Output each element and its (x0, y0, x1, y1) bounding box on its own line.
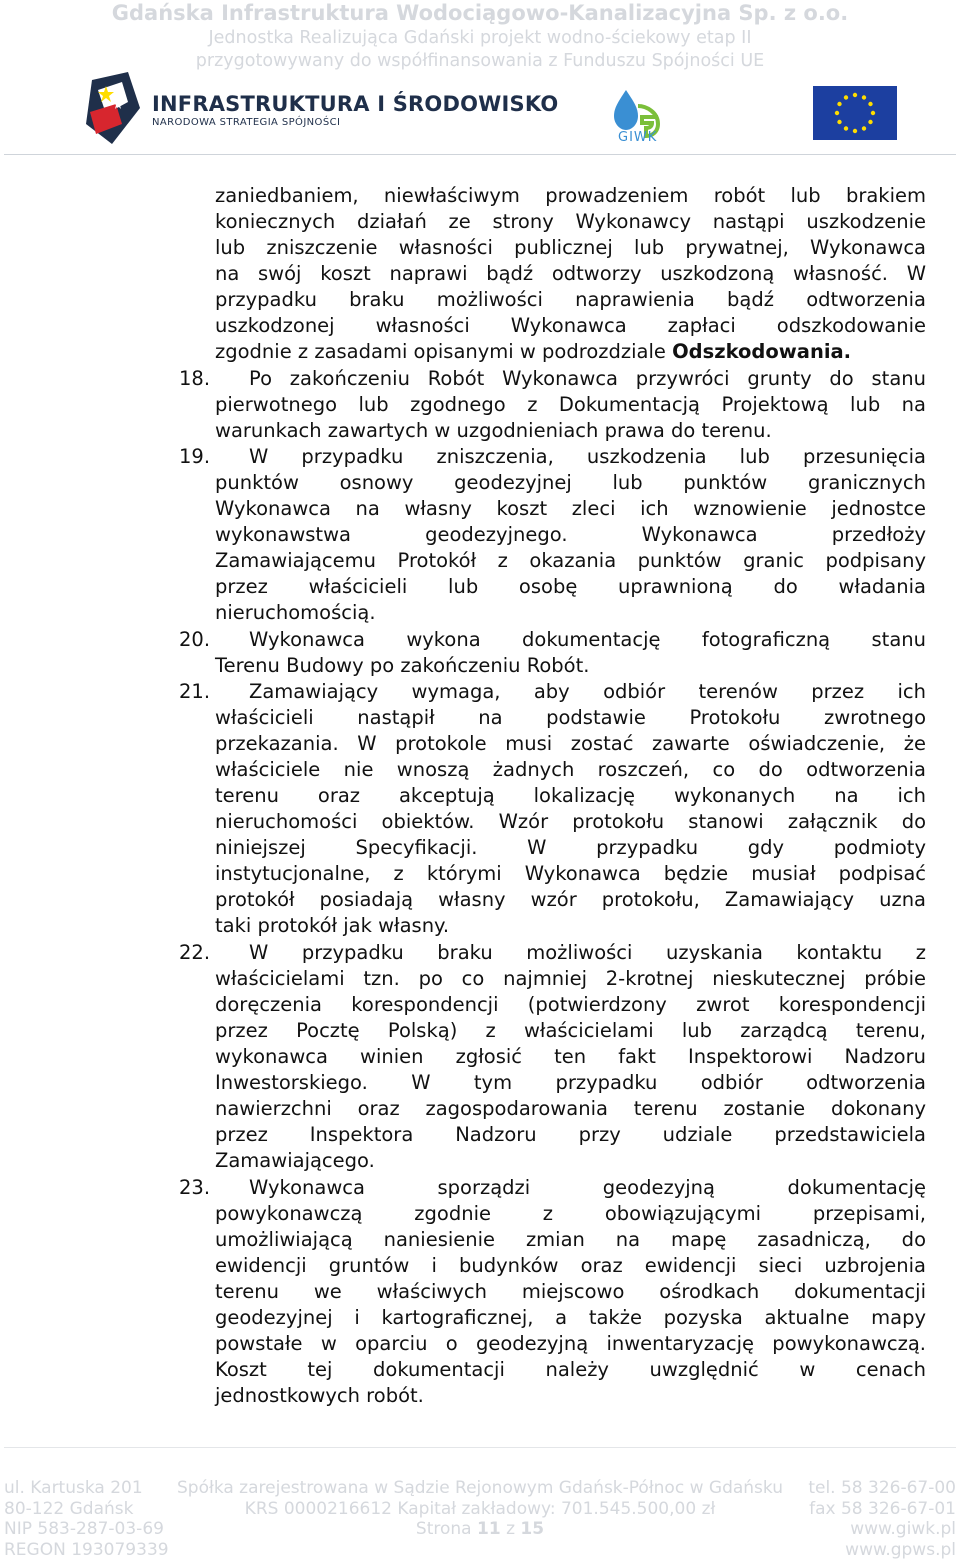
item-number: 21. (179, 680, 211, 703)
page-separator: z (506, 1519, 515, 1539)
body-line-text: zgodnie z zasadami opisanymi w podrozdziale (215, 340, 673, 363)
footer-court: Spółka zarejestrowana w Sądzie Rejonowym Gdańsk-Północ w Gdańsku (177, 1478, 783, 1498)
body-line: punktów osnowy geodezyjnej lub punktów granicznych (215, 471, 926, 494)
page-current: 11 (476, 1519, 501, 1539)
body-line: protokół posiadają własny wzór protokołu, Zamawiający uzna (215, 888, 926, 911)
body-line: koniecznych działań ze strony Wykonawcy nastąpi uszkodzenie (215, 210, 926, 233)
eu-flag-icon (813, 86, 897, 140)
brand-subtitle: NARODOWA STRATEGIA SPÓJNOŚCI (152, 117, 341, 128)
body-line: Koszt tej dokumentacji należy uwzględnić w cenach (215, 1358, 926, 1381)
body-line: Wykonawca wykona dokumentację fotograficzną stanu (249, 628, 926, 651)
giwk-label: GIWK (618, 130, 658, 145)
item-number: 22. (179, 941, 211, 964)
body-line: pierwotnego lub zgodnego z Dokumentacją Projektową lub na (215, 393, 926, 416)
body-line: uszkodzonej własności Wykonawca zapłaci odszkodowanie (215, 314, 926, 337)
body-line: terenu oraz akceptują lokalizację wykonanych na ich (215, 784, 926, 807)
item-number: 23. (179, 1176, 211, 1199)
european-funds-logo (82, 68, 144, 148)
body-line: taki protokół jak własny. (215, 914, 450, 937)
body-line: przez Pocztę Polską) z właścicielami lub zarządcą terenu, (215, 1019, 926, 1042)
body-line: Zamawiający wymaga, aby odbiór terenów przez ich (249, 680, 926, 703)
body-line: nawierzchni oraz zagospodarowania terenu zostanie dokonany (215, 1097, 926, 1120)
brand-title: INFRASTRUKTURA I ŚRODOWISKO (152, 92, 559, 116)
footer-website-giwk: www.giwk.pl (850, 1519, 956, 1539)
body-line: Wykonawca sporządzi geodezyjną dokumentację (249, 1176, 926, 1199)
footer-phone: tel. 58 326-67-00 (808, 1478, 956, 1498)
body-line: przez właścicieli lub osobę uprawnioną do władania (215, 575, 926, 598)
page-total: 15 (520, 1519, 545, 1539)
footer-regon: REGON 193079339 (4, 1539, 169, 1560)
header-divider (4, 154, 956, 155)
body-line: instytucjonalne, z którymi Wykonawca będzie musiał podpisać (215, 862, 926, 885)
body-line: Inwestorskiego. W tym przypadku odbiór odtworzenia (215, 1071, 926, 1094)
unit-name: Jednostka Realizująca Gdański projekt wodno-ściekowy etap II (208, 28, 752, 48)
body-line: nieruchomości obiektów. Wzór protokołu stanowi załącznik do (215, 810, 926, 833)
body-line: Zamawiającego. (215, 1149, 375, 1172)
body-line: ewidencji gruntów i budynków oraz ewidencji sieci uzbrojenia (215, 1254, 926, 1277)
body-line: przekazania. W protokole musi zostać zawarte oświadczenie, że (215, 732, 926, 755)
body-line: zaniedbaniem, niewłaściwym prowadzeniem robót lub brakiem (215, 184, 926, 207)
body-line: wykonawstwa geodezyjnego. Wykonawca przedłoży (215, 523, 926, 546)
brand-block (152, 92, 558, 130)
body-line: nieruchomością. (215, 601, 376, 624)
body-line: W przypadku braku możliwości uzyskania kontaktu z (249, 941, 926, 964)
item-number: 18. (179, 367, 211, 390)
item-number: 20. (179, 628, 211, 651)
page-footer (0, 1478, 960, 1560)
body-line: powykonawczą zgodnie z obowiązującymi przepisami, (215, 1202, 926, 1225)
footer-krs: KRS 0000216612 Kapitał zakładowy: 701.545.500,00 zł (244, 1498, 716, 1519)
footer-website-gpws: www.gpws.pl (845, 1539, 956, 1560)
body-line: Po zakończeniu Robót Wykonawca przywróci grunty do stanu (249, 367, 926, 390)
body-line: lub zniszczenie własności publicznej lub prywatnej, Wykonawca (215, 236, 926, 259)
body-line: Terenu Budowy po zakończeniu Robót. (215, 654, 590, 677)
body-line: terenu we właściwych miejscowo ośrodkach dokumentacji (215, 1280, 926, 1303)
funding-note: przygotowywany do współfinansowania z Funduszu Spójności UE (195, 51, 765, 71)
body-line: niniejszej Specyfikacji. W przypadku gdy podmioty (215, 836, 926, 859)
body-line: wykonawca winien zgłosić ten fakt Inspektorowi Nadzoru (215, 1045, 926, 1068)
page-header (0, 0, 960, 160)
body-line: Zamawiającemu Protokół z okazania punktów granic podpisany (215, 549, 926, 572)
footer-fax: fax 58 326-67-01 (809, 1498, 956, 1519)
company-name: Gdańska Infrastruktura Wodociągowo-Kanalizacyjna Sp. z o.o. (111, 1, 849, 25)
body-line: umożliwiającą naniesienie zmian na mapę zasadniczą, do (215, 1228, 926, 1251)
footer-nip: NIP 583-287-03-69 (4, 1519, 164, 1539)
body-line: W przypadku zniszczenia, uszkodzenia lub przesunięcia (249, 445, 926, 468)
body-line: warunkach zawartych w uzgodnieniach prawa do terenu. (215, 419, 772, 442)
item-number: 19. (179, 445, 211, 468)
body-line: przypadku braku możliwości naprawienia bądź odtworzenia (215, 288, 926, 311)
body-line: na swój koszt naprawi bądź odtworzy uszkodzoną własność. W (215, 262, 926, 285)
footer-city: 80-122 Gdańsk (4, 1498, 134, 1519)
body-line: Wykonawca na własny koszt zleci ich wznowienie jednostce (215, 497, 926, 520)
body-line: powstałe w oparciu o geodezyjną inwentaryzację powykonawczą. (215, 1332, 926, 1355)
footer-street: ul. Kartuska 201 (4, 1478, 143, 1498)
body-line: właścicielami tzn. po co najmniej 2-krotnej nieskutecznej próbie (215, 967, 926, 990)
body-line: właściciele nie wnoszą żadnych roszczeń, co do odtworzenia (215, 758, 926, 781)
page-prefix: Strona (415, 1519, 472, 1539)
body-line (215, 339, 926, 365)
footer-contact (808, 1478, 956, 1560)
body-line: przez Inspektora Nadzoru przy udziale przedstawiciela (215, 1123, 926, 1146)
body-line: jednostkowych robót. (215, 1384, 424, 1407)
body-line: właścicieli nastąpił na podstawie Protokołu zwrotnego (215, 706, 926, 729)
bold-section-reference: Odszkodowania. (672, 340, 852, 363)
body-line: geodezyjnej i kartograficznej, a także pozyska aktualne mapy (215, 1306, 926, 1329)
footer-divider (4, 1447, 956, 1448)
body-line: doręczenia korespondencji (potwierdzony zwrot korespondencji (215, 993, 926, 1016)
